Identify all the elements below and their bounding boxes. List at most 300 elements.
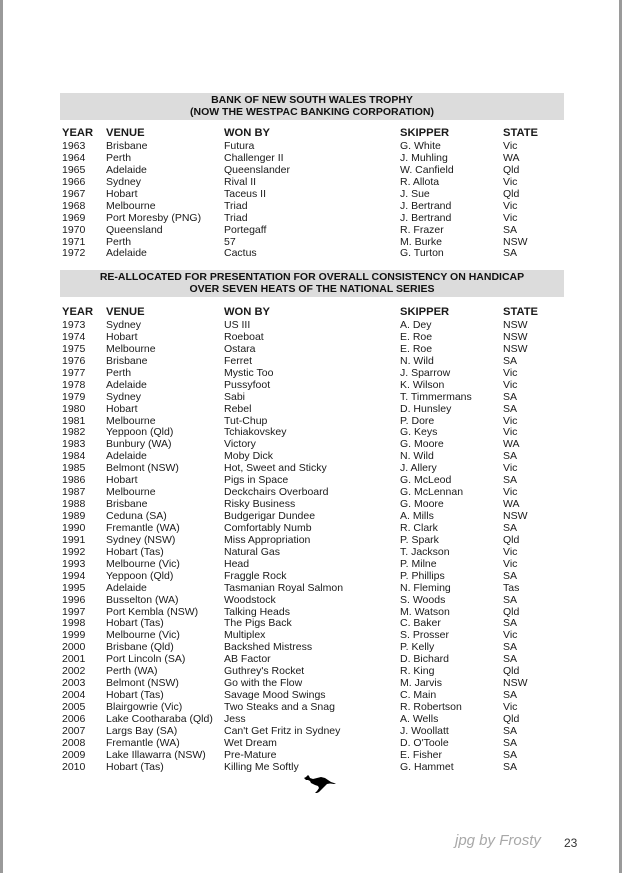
table-row [62,236,572,248]
cell-venue: Hobart [106,402,138,415]
cell-venue: Yeppoon (Qld) [106,569,174,582]
cell-venue: Hobart (Tas) [106,689,164,702]
cell-venue: Perth [106,151,132,164]
cell-state: Qld [503,712,520,725]
cell-venue: Adelaide [106,450,147,463]
cell-won-by: Risky Business [224,498,296,511]
cell-year: 1977 [62,366,86,379]
cell-venue: Hobart (Tas) [106,617,164,630]
cell-venue: Brisbane [106,140,148,152]
cell-year: 1997 [62,605,86,618]
cell-venue: Perth [106,366,132,379]
cell-year: 1994 [62,569,86,582]
table-row [62,391,572,403]
table-row [62,343,572,355]
cell-year: 1998 [62,617,86,630]
cell-year: 1993 [62,557,86,570]
cell-skipper: N. Fleming [400,581,451,594]
cell-state: Vic [503,557,518,570]
cell-state: NSW [503,330,528,343]
cell-won-by: Pre-Mature [224,748,277,761]
cell-state: SA [503,760,518,773]
cell-year: 1974 [62,330,86,343]
cell-won-by: Killing Me Softly [224,760,299,773]
cell-skipper: G. Moore [400,498,444,511]
cell-state: Vic [503,701,518,713]
table-row [62,486,572,498]
cell-year: 1990 [62,521,86,534]
cell-won-by: Rival II [224,175,257,188]
cell-year: 1978 [62,378,86,391]
cell-state: Vic [503,486,518,499]
cell-skipper: K. Wilson [400,378,445,391]
table-row [62,665,572,677]
cell-venue: Yeppoon (Qld) [106,426,174,439]
cell-won-by: Can't Get Fritz in Sydney [224,724,341,737]
table-row [62,319,572,331]
table-row [62,689,572,701]
cell-won-by: Queenslander [224,163,290,176]
cell-venue: Adelaide [106,163,147,176]
cell-state: SA [503,569,518,582]
table-row [62,367,572,379]
cell-year: 2009 [62,748,86,761]
table-row [62,164,572,176]
cell-year: 1991 [62,533,86,546]
cell-won-by: Tut-Chup [224,414,268,427]
cell-skipper: D. Hunsley [400,402,452,415]
cell-skipper: T. Jackson [400,545,450,558]
cell-won-by: Head [224,557,250,570]
cell-skipper: A. Mills [400,510,434,522]
cell-year: 2002 [62,665,86,678]
cell-year: 1982 [62,426,86,439]
table-row [62,534,572,546]
cell-venue: Brisbane [106,498,148,511]
cell-venue: Busselton (WA) [106,593,179,606]
cell-won-by: AB Factor [224,653,271,666]
table-row [62,570,572,582]
cell-year: 1981 [62,414,86,427]
table-row [62,713,572,725]
cell-won-by: Cactus [224,247,257,260]
cell-venue: Melbourne (Vic) [106,629,180,642]
cell-won-by: Roeboat [224,330,264,343]
cell-year: 1979 [62,390,86,403]
cell-state: SA [503,736,518,749]
table-row [62,176,572,188]
section1-subtitle: (NOW THE WESTPAC BANKING CORPORATION) [189,106,434,118]
cell-won-by: Woodstock [224,593,276,606]
cell-won-by: Talking Heads [224,605,290,618]
cell-year: 2003 [62,677,86,690]
cell-skipper: J. Allery [400,462,437,475]
table-row [62,522,572,534]
table-row [62,594,572,606]
table-row [62,462,572,474]
cell-year: 1966 [62,175,86,188]
cell-skipper: P. Phillips [400,569,445,582]
table-row [62,546,572,558]
section1-title-banner [60,93,564,120]
cell-year: 1965 [62,163,86,176]
cell-venue: Port Kembla (NSW) [106,605,199,618]
cell-skipper: J. Bertrand [400,199,452,212]
header-won-by: WON BY [224,127,270,139]
cell-skipper: D. O'Toole [400,736,449,749]
cell-state: SA [503,450,518,463]
table-row [62,510,572,522]
cell-state: Vic [503,426,518,439]
cell-venue: Hobart (Tas) [106,545,164,558]
table-row [62,653,572,665]
cell-won-by: Pussyfoot [224,378,271,391]
cell-year: 2005 [62,701,86,713]
table-row [62,617,572,629]
cell-skipper: M. Watson [400,605,450,618]
cell-state: SA [503,689,518,702]
cell-skipper: G. Moore [400,438,444,451]
cell-state: Vic [503,211,518,224]
header-skipper: SKIPPER [400,127,450,139]
cell-skipper: S. Woods [400,593,446,606]
table-row [62,438,572,450]
cell-state: SA [503,748,518,761]
cell-state: Qld [503,605,520,618]
cell-year: 1968 [62,199,86,212]
section2-title-banner [60,270,564,297]
table-row [62,629,572,641]
cell-venue: Hobart [106,187,138,200]
cell-venue: Fremantle (WA) [106,521,180,534]
cell-year: 1973 [62,319,86,331]
cell-skipper: R. Frazer [400,223,444,236]
table-row [62,152,572,164]
cell-state: SA [503,402,518,415]
cell-year: 1980 [62,402,86,415]
kangaroo-icon [303,772,337,794]
cell-state: Tas [503,581,520,594]
table-row [62,140,572,152]
header-year: YEAR [62,306,94,318]
cell-won-by: Triad [224,199,248,212]
cell-year: 1963 [62,140,86,152]
cell-venue: Adelaide [106,378,147,391]
cell-venue: Largs Bay (SA) [106,724,178,737]
cell-year: 1999 [62,629,86,642]
cell-state: Vic [503,175,518,188]
cell-won-by: Wet Dream [224,736,277,749]
cell-state: Vic [503,199,518,212]
cell-state: SA [503,390,518,403]
cell-skipper: J. Sue [400,187,430,200]
cell-won-by: Tasmanian Royal Salmon [224,581,344,594]
cell-venue: Melbourne [106,342,156,355]
cell-skipper: S. Prosser [400,629,450,642]
header-venue: VENUE [106,127,145,139]
table-row [62,737,572,749]
cell-year: 1996 [62,593,86,606]
cell-won-by: US III [224,319,251,331]
cell-won-by: Backshed Mistress [224,641,313,654]
cell-state: NSW [503,677,528,690]
cell-state: Qld [503,163,520,176]
cell-state: SA [503,223,518,236]
cell-skipper: E. Fisher [400,748,443,761]
cell-skipper: D. Bichard [400,653,450,666]
table-row [62,415,572,427]
cell-skipper: J. Bertrand [400,211,452,224]
cell-venue: Port Lincoln (SA) [106,653,186,666]
section1-table [62,127,572,259]
cell-venue: Melbourne [106,199,156,212]
cell-won-by: Taceus II [224,187,267,200]
table-row [62,355,572,367]
cell-skipper: R. Allota [400,175,440,188]
cell-won-by: Fraggle Rock [224,569,287,582]
cell-skipper: A. Wells [400,712,439,725]
cell-state: Qld [503,665,520,678]
cell-skipper: J. Woollatt [400,724,449,737]
cell-venue: Sydney (NSW) [106,533,176,546]
cell-year: 2007 [62,724,86,737]
cell-skipper: W. Canfield [400,163,454,176]
cell-state: WA [503,151,520,164]
cell-skipper: P. Dore [400,414,435,427]
cell-venue: Melbourne [106,414,156,427]
cell-skipper: P. Spark [400,533,439,546]
cell-won-by: Go with the Flow [224,677,303,690]
cell-won-by: Challenger II [224,151,284,164]
cell-venue: Blairgowrie (Vic) [106,701,183,713]
cell-venue: Adelaide [106,581,147,594]
cell-won-by: Mystic Too [224,366,274,379]
cell-skipper: N. Wild [400,354,434,367]
cell-venue: Melbourne [106,486,156,499]
cell-venue: Ceduna (SA) [106,510,167,522]
page-number: 23 [564,836,578,850]
table-row [62,188,572,200]
cell-state: NSW [503,235,528,248]
cell-state: Vic [503,545,518,558]
table-row [62,200,572,212]
cell-year: 1971 [62,235,86,248]
cell-year: 2008 [62,736,86,749]
cell-year: 1983 [62,438,86,451]
cell-venue: Belmont (NSW) [106,462,179,475]
cell-venue: Fremantle (WA) [106,736,180,749]
table-row [62,450,572,462]
cell-year: 1995 [62,581,86,594]
cell-skipper: G. Turton [400,247,444,260]
cell-won-by: Miss Appropriation [224,533,311,546]
table-row [62,641,572,653]
cell-venue: Belmont (NSW) [106,677,179,690]
cell-won-by: Two Steaks and a Snag [224,701,335,713]
cell-venue: Perth [106,235,132,248]
header-venue: VENUE [106,306,145,318]
cell-year: 1988 [62,498,86,511]
table-row [62,761,572,773]
cell-venue: Hobart [106,474,138,487]
cell-venue: Sydney [106,175,142,188]
cell-year: 2001 [62,653,86,666]
cell-won-by: Ferret [224,354,253,367]
cell-skipper: J. Sparrow [400,366,451,379]
cell-won-by: Triad [224,211,248,224]
cell-year: 2004 [62,689,86,702]
table-row [62,749,572,761]
cell-year: 1989 [62,510,86,522]
cell-state: Qld [503,533,520,546]
cell-skipper: T. Timmermans [400,390,472,403]
cell-state: Vic [503,140,518,152]
section1-rows [62,140,572,259]
cell-state: SA [503,521,518,534]
table-row [62,379,572,391]
cell-year: 1985 [62,462,86,475]
cell-won-by: Natural Gas [224,545,281,558]
cell-skipper: R. King [400,665,435,678]
table-row [62,403,572,415]
cell-won-by: Moby Dick [224,450,274,463]
cell-year: 1986 [62,474,86,487]
cell-venue: Hobart (Tas) [106,760,164,773]
cell-year: 2000 [62,641,86,654]
cell-skipper: N. Wild [400,450,434,463]
cell-skipper: G. Keys [400,426,438,439]
cell-skipper: R. Clark [400,521,438,534]
page-edge-left [0,0,3,873]
cell-state: SA [503,247,518,260]
cell-won-by: Futura [224,140,255,152]
cell-won-by: Rebel [224,402,252,415]
cell-year: 1976 [62,354,86,367]
cell-state: Qld [503,187,520,200]
table-row [62,582,572,594]
cell-state: Vic [503,378,518,391]
table-header-row [62,306,572,319]
cell-state: SA [503,724,518,737]
cell-year: 1972 [62,247,86,260]
cell-skipper: G. White [400,140,441,152]
cell-skipper: M. Burke [400,235,443,248]
cell-skipper: G. Hammet [400,760,454,773]
cell-year: 1964 [62,151,86,164]
cell-venue: Brisbane (Qld) [106,641,174,654]
cell-state: Vic [503,366,518,379]
cell-won-by: The Pigs Back [224,617,292,630]
cell-skipper: R. Robertson [400,701,462,713]
cell-won-by: Savage Mood Swings [224,689,326,702]
cell-won-by: Hot, Sweet and Sticky [224,462,327,475]
table-header-row [62,127,572,140]
cell-venue: Bunbury (WA) [106,438,172,451]
cell-won-by: Pigs in Space [224,474,289,487]
cell-venue: Queensland [106,223,163,236]
cell-won-by: Comfortably Numb [224,521,312,534]
cell-won-by: Multiplex [224,629,266,642]
cell-won-by: Portegaff [224,223,267,236]
cell-venue: Brisbane [106,354,148,367]
cell-skipper: P. Kelly [400,641,435,654]
cell-skipper: E. Roe [400,330,433,343]
cell-skipper: G. McLennan [400,486,464,499]
cell-year: 1969 [62,211,86,224]
cell-venue: Perth (WA) [106,665,158,678]
table-row [62,426,572,438]
cell-state: SA [503,354,518,367]
cell-skipper: P. Milne [400,557,437,570]
cell-state: SA [503,474,518,487]
cell-skipper: C. Baker [400,617,441,630]
cell-skipper: E. Roe [400,342,433,355]
cell-year: 1987 [62,486,86,499]
cell-state: NSW [503,510,528,522]
table-row [62,558,572,570]
cell-won-by: Sabi [224,390,246,403]
cell-state: Vic [503,462,518,475]
section2-title: RE-ALLOCATED FOR PRESENTATION FOR OVERALL CONSISTENCY ON HANDICAP [99,271,525,283]
cell-year: 2010 [62,760,86,773]
cell-skipper: C. Main [400,689,437,702]
cell-venue: Hobart [106,330,138,343]
cell-state: SA [503,653,518,666]
cell-won-by: Ostara [224,342,256,355]
table-row [62,212,572,224]
header-state: STATE [503,127,539,139]
cell-won-by: Victory [224,438,256,451]
cell-won-by: Deckchairs Overboard [224,486,329,499]
cell-state: WA [503,498,520,511]
footer-credit: jpg by Frosty [455,832,541,849]
cell-won-by: Jess [224,712,246,725]
section2-subtitle: OVER SEVEN HEATS OF THE NATIONAL SERIES [189,283,435,295]
section2-table [62,306,572,773]
table-row [62,224,572,236]
table-row [62,331,572,343]
cell-year: 1984 [62,450,86,463]
header-won-by: WON BY [224,306,270,318]
cell-venue: Lake Cootharaba (Qld) [106,712,213,725]
cell-skipper: G. McLeod [400,474,452,487]
table-row [62,247,572,259]
cell-state: SA [503,617,518,630]
cell-skipper: A. Dey [400,319,432,331]
cell-venue: Adelaide [106,247,147,260]
header-year: YEAR [62,127,94,139]
cell-won-by: Guthrey's Rocket [224,665,305,678]
table-row [62,498,572,510]
cell-year: 1992 [62,545,86,558]
table-row [62,677,572,689]
table-row [62,606,572,618]
cell-venue: Sydney [106,390,142,403]
section1-title: BANK OF NEW SOUTH WALES TROPHY [211,94,413,106]
cell-state: Vic [503,414,518,427]
cell-state: NSW [503,319,528,331]
cell-year: 2006 [62,712,86,725]
cell-state: NSW [503,342,528,355]
header-state: STATE [503,306,539,318]
cell-year: 1970 [62,223,86,236]
table-row [62,474,572,486]
cell-won-by: Tchiakovskey [224,426,287,439]
table-row [62,725,572,737]
cell-venue: Melbourne (Vic) [106,557,180,570]
cell-skipper: M. Jarvis [400,677,442,690]
cell-state: WA [503,438,520,451]
